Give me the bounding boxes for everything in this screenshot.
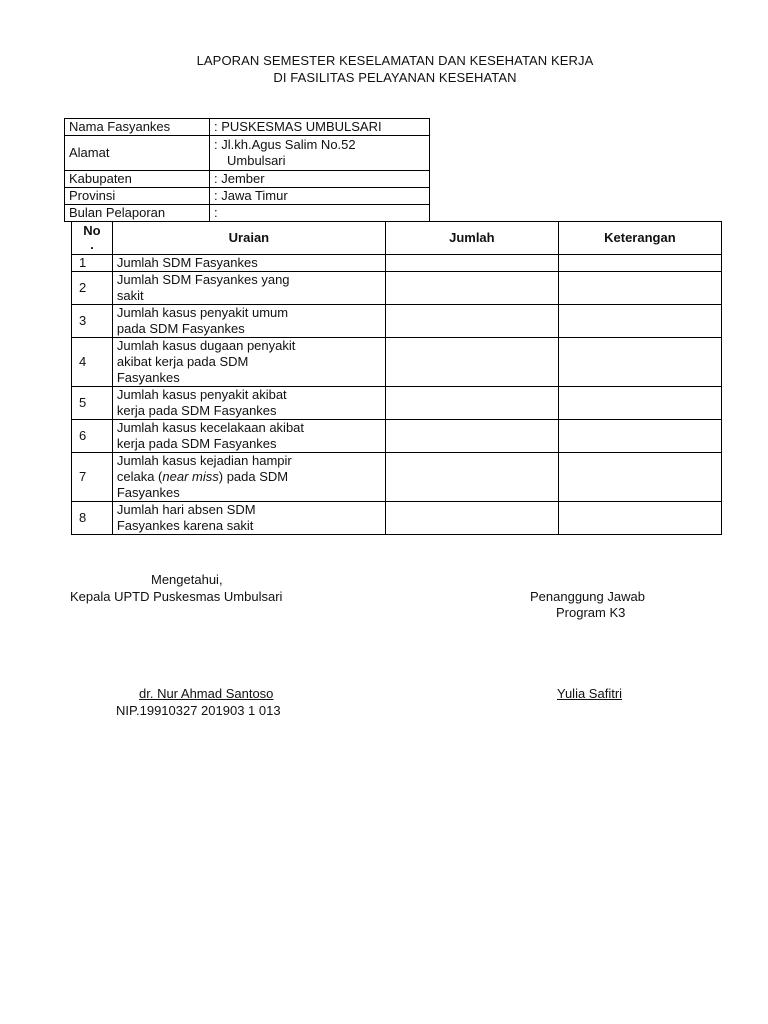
- uraian-line: Fasyankes: [116, 370, 180, 385]
- uraian-line: kerja pada SDM Fasyankes: [116, 436, 277, 451]
- signature-right-title-1: Penanggung Jawab: [530, 589, 645, 604]
- address-line-1: : Jl.kh.Agus Salim No.52: [214, 137, 356, 152]
- table-row: [72, 272, 722, 305]
- row-number: 3: [72, 305, 113, 338]
- row-uraian: [112, 453, 385, 502]
- info-row-nama: [65, 119, 430, 136]
- uraian-text: ) pada SDM: [218, 469, 289, 484]
- table-row: [72, 255, 722, 272]
- info-label: Provinsi: [65, 188, 210, 205]
- row-jumlah-cell[interactable]: [385, 338, 558, 387]
- header-no: [72, 222, 113, 255]
- signature-left-name: dr. Nur Ahmad Santoso: [139, 686, 274, 701]
- row-keterangan-cell[interactable]: [558, 387, 721, 420]
- uraian-line: Jumlah kasus penyakit akibat: [116, 387, 287, 402]
- row-number: 6: [72, 420, 113, 453]
- row-jumlah-cell[interactable]: [385, 420, 558, 453]
- row-uraian: [112, 502, 385, 535]
- row-number: 4: [72, 338, 113, 387]
- row-keterangan-cell[interactable]: [558, 255, 721, 272]
- header-no-dot: .: [90, 237, 94, 252]
- row-number: 8: [72, 502, 113, 535]
- info-row-alamat: [65, 136, 430, 171]
- table-row: [72, 338, 722, 387]
- info-value: [210, 136, 430, 171]
- uraian-line: Jumlah hari absen SDM: [116, 502, 256, 517]
- uraian-line: Jumlah kasus dugaan penyakit: [116, 338, 296, 353]
- info-row-kabupaten: [65, 171, 430, 188]
- row-jumlah-cell[interactable]: [385, 272, 558, 305]
- info-label: Bulan Pelaporan: [65, 205, 210, 222]
- row-number: 2: [72, 272, 113, 305]
- row-uraian: [112, 305, 385, 338]
- row-keterangan-cell[interactable]: [558, 453, 721, 502]
- uraian-line: sakit: [116, 288, 144, 303]
- row-number: 5: [72, 387, 113, 420]
- uraian-line: Jumlah kasus kejadian hampir: [116, 453, 292, 468]
- row-jumlah-cell[interactable]: [385, 502, 558, 535]
- header-jumlah: Jumlah: [385, 222, 558, 255]
- row-jumlah-cell[interactable]: [385, 305, 558, 338]
- signature-left-title: Kepala UPTD Puskesmas Umbulsari: [70, 589, 283, 604]
- uraian-line: kerja pada SDM Fasyankes: [116, 403, 277, 418]
- header-keterangan: Keterangan: [558, 222, 721, 255]
- uraian-line: Jumlah SDM Fasyankes yang: [116, 272, 290, 287]
- table-row: [72, 420, 722, 453]
- row-keterangan-cell[interactable]: [558, 272, 721, 305]
- row-uraian: [112, 387, 385, 420]
- uraian-line: Fasyankes: [116, 485, 180, 500]
- row-number: 7: [72, 453, 113, 502]
- info-value: : Jawa Timur: [210, 188, 430, 205]
- info-label: Nama Fasyankes: [65, 119, 210, 136]
- row-jumlah-cell[interactable]: [385, 255, 558, 272]
- uraian-text: celaka (: [116, 469, 163, 484]
- uraian-line: akibat kerja pada SDM: [116, 354, 249, 369]
- info-value: : PUSKESMAS UMBULSARI: [210, 119, 430, 136]
- info-label: Kabupaten: [65, 171, 210, 188]
- table-row: [72, 387, 722, 420]
- signature-left-nip: NIP.19910327 201903 1 013: [116, 703, 281, 718]
- table-row: [72, 502, 722, 535]
- info-value: : Jember: [210, 171, 430, 188]
- report-table: [71, 221, 722, 535]
- row-uraian: [112, 420, 385, 453]
- table-header-row: [72, 222, 722, 255]
- uraian-italic-term: near miss: [162, 469, 219, 484]
- table-row: [72, 453, 722, 502]
- header-no-text: No: [83, 223, 101, 238]
- row-jumlah-cell[interactable]: [385, 453, 558, 502]
- header-uraian: Uraian: [112, 222, 385, 255]
- facility-info-table: [64, 118, 430, 222]
- row-uraian: [112, 255, 385, 272]
- uraian-line: [117, 469, 381, 485]
- signature-right-name: Yulia Safitri: [557, 686, 623, 701]
- row-keterangan-cell[interactable]: [558, 338, 721, 387]
- address-line-2: Umbulsari: [227, 153, 286, 168]
- info-value: :: [210, 205, 430, 222]
- info-row-provinsi: [65, 188, 430, 205]
- uraian-line: Jumlah kasus penyakit umum: [116, 305, 289, 320]
- signature-left-heading: Mengetahui,: [151, 572, 223, 587]
- row-uraian: [112, 272, 385, 305]
- info-label: Alamat: [65, 136, 210, 171]
- row-jumlah-cell[interactable]: [385, 387, 558, 420]
- info-row-bulan: [65, 205, 430, 222]
- uraian-line: Fasyankes karena sakit: [116, 518, 254, 533]
- report-title-line-2: DI FASILITAS PELAYANAN KESEHATAN: [273, 70, 517, 85]
- signature-right-title-2: Program K3: [556, 605, 626, 620]
- uraian-line: Jumlah kasus kecelakaan akibat: [116, 420, 305, 435]
- row-keterangan-cell[interactable]: [558, 420, 721, 453]
- row-keterangan-cell[interactable]: [558, 502, 721, 535]
- report-title-line-1: LAPORAN SEMESTER KESELAMATAN DAN KESEHATAN KERJA: [196, 53, 594, 68]
- uraian-line: Jumlah SDM Fasyankes: [116, 255, 258, 270]
- row-keterangan-cell[interactable]: [558, 305, 721, 338]
- row-uraian: [112, 338, 385, 387]
- uraian-line: pada SDM Fasyankes: [116, 321, 245, 336]
- table-row: [72, 305, 722, 338]
- row-number: 1: [72, 255, 113, 272]
